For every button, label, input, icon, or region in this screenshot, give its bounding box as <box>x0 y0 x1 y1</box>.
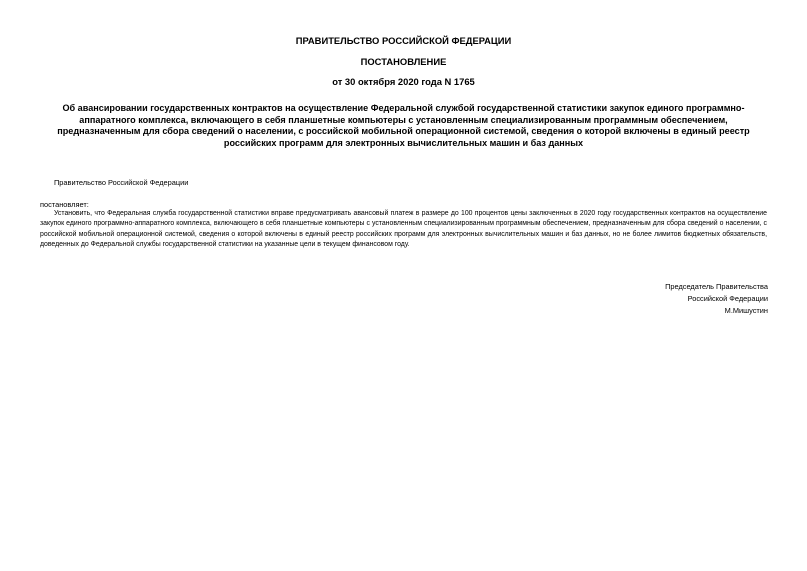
issuer-line: Правительство Российской Федерации <box>54 178 189 187</box>
document-type-heading: ПОСТАНОВЛЕНИЕ <box>360 56 447 67</box>
decree-body-paragraph: Установить, что Федеральная служба государственной статистики вправе предусматривать авансовый платеж в размере до 100 процентов цены заключенных в 2020 году государственных контрактов на осуществление закупок единого программно-аппаратного комплекса, включающего в себя планшетные компьютеры с установленным специализированным программным обеспечением, предназначенным для сбора сведений о населении, с российской мобильной операционной системой, сведения о которой включены в единый реестр российских программ для электронных вычислительных машин и баз данных, но не более лимитов бюджетных обязательств, доведенных до Федеральной службы государственной статистики на указанные цели в текущем финансовом году. <box>40 210 767 248</box>
signature-block <box>665 281 768 317</box>
decree-word: постановляет: <box>40 200 89 209</box>
issuing-authority-heading: ПРАВИТЕЛЬСТВО РОССИЙСКОЙ ФЕДЕРАЦИИ <box>295 35 512 46</box>
document-title: Об авансировании государственных контрактов на осуществление Федеральной службой государственной статистики закупок единого программно-аппаратного комплекса, включающего в себя планшетные компьютеры с установленным специализированным программным обеспечением, предназначенным для сбора сведений о населении, с российской мобильной операционной системой, сведения о которой включены в единый реестр российских программ для электронных вычислительных машин и баз данных <box>57 103 750 148</box>
signatory-position-line1: Председатель Правительства <box>665 282 768 291</box>
signatory-name: М.Мишустин <box>724 306 768 315</box>
document-date-number: от 30 октября 2020 года N 1765 <box>332 76 475 87</box>
signatory-position-line2: Российской Федерации <box>687 294 768 303</box>
